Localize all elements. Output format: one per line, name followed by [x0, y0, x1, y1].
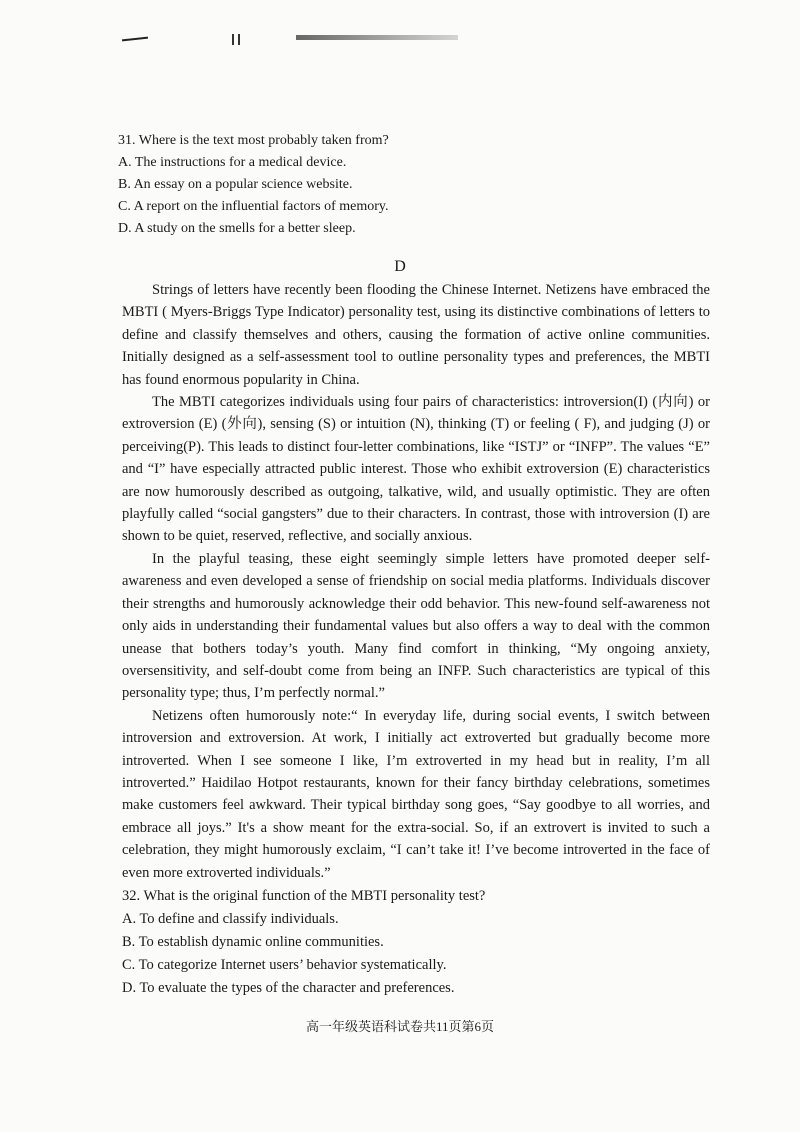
question-31-option-b: B. An essay on a popular science website.: [118, 177, 353, 192]
passage-body: [122, 279, 710, 884]
scan-mark: [122, 37, 148, 42]
passage-label: D: [394, 258, 406, 275]
scan-mark: [232, 34, 234, 45]
scan-header-marks: [0, 30, 800, 46]
question-31-option-a: A. The instructions for a medical device.: [118, 155, 347, 170]
question-32-option-c: C. To categorize Internet users’ behavior systematically.: [122, 957, 447, 973]
passage-paragraph-4: Netizens often humorously note:“ In everyday life, during social events, I switch between introversion and extroversion. At work, I initially act extroverted but gradually become more introverted. When I see someone I like, I’m extroverted in my head but in reality, I’m all introverted.” Haidilao Hotpot restaurants, known for their fancy birthday celebrations, sometimes make customers feel awkward. Their typical birthday song goes, “Say goodbye to all worries, and embrace all joys.” It's a show meant for the extra-social. So, if an extrovert is invited to such a celebration, they might humorously exclaim, “I can’t take it! I’ve become introverted in the face of even more extroverted individuals.”: [122, 707, 710, 881]
scan-mark: [296, 35, 458, 40]
scan-mark: [238, 34, 240, 45]
question-32-stem: 32. What is the original function of the MBTI personality test?: [122, 888, 486, 904]
passage-paragraph-1: Strings of letters have recently been flooding the Chinese Internet. Netizens have embraced the MBTI ( Myers-Briggs Type Indicator) personality test, using its distinctive combinations of letters to define and classify themselves and others, causing the formation of active online communities. Initially designed as a self-assessment tool to outline personality types and preferences, the MBTI has found enormous popularity in China.: [122, 282, 710, 388]
question-32-option-a: A. To define and classify individuals.: [122, 911, 339, 927]
question-31-option-d: D. A study on the smells for a better sleep.: [118, 221, 356, 236]
question-32-option-d: D. To evaluate the types of the character and preferences.: [122, 980, 455, 996]
passage-paragraph-3: In the playful teasing, these eight seemingly simple letters have promoted deeper self-awareness and even developed a sense of friendship on social media platforms. Individuals discover their strengths and humorously acknowledge their odd behavior. This new-found self-awareness not only aids in understanding their fundamental values but also offers a way to deal with the common unease that bothers today’s youth. Many find comfort in thinking, “My ongoing anxiety, oversensitivity, and self-doubt come from being an INFP. Such characteristics are typical of this personality type; thus, I’m perfectly normal.”: [122, 550, 710, 702]
question-32: [122, 885, 710, 1000]
question-31-option-c: C. A report on the influential factors of memory.: [118, 199, 389, 214]
passage-paragraph-2: The MBTI categorizes individuals using four pairs of characteristics: introversion(I) (内向) or extroversion (E) (外向), sensing (S) or intuition (N), thinking (T) or feeling ( F), and judging (J) or perceiving(P). This leads to distinct four-letter combinations, like “ISTJ” or “INFP”. The values “E” and “I” have especially attracted public interest. Those who exhibit extroversion (E) characteristics are now humorously described as outgoing, talkative, wild, and usually optimistic. They are often playfully called “social gangsters” due to their characters. In contrast, those with introversion (I) are shown to be quiet, reserved, reflective, and socially anxious.: [122, 394, 710, 545]
question-31: [118, 130, 718, 240]
question-31-stem: 31. Where is the text most probably taken from?: [118, 133, 389, 148]
page-footer: 高一年级英语科试卷共11页第6页: [305, 1019, 495, 1034]
question-32-option-b: B. To establish dynamic online communities.: [122, 934, 384, 950]
